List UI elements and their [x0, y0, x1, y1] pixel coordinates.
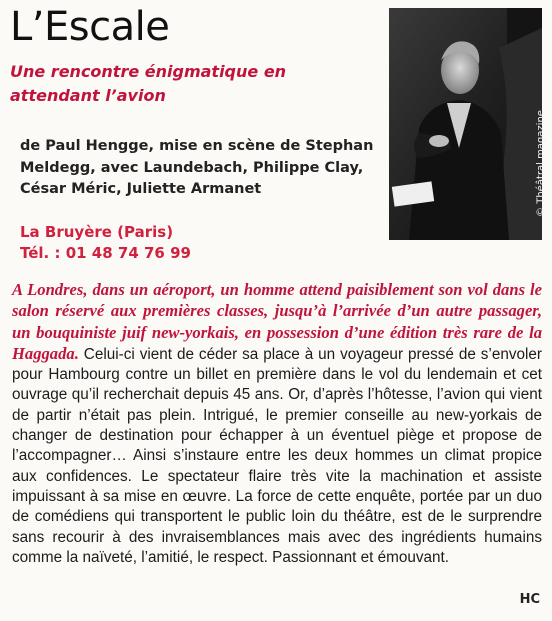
- photo-credit: © Théâtral magazine: [535, 110, 547, 217]
- venue-name: La Bruyère (Paris): [20, 223, 174, 241]
- venue-info: [20, 222, 320, 264]
- article-title: L’Escale: [10, 4, 170, 50]
- author-signature: HC: [519, 592, 540, 607]
- article-lede: A Londres, dans un aéroport, un homme attend paisiblement son vol dans le salon réservé aux premières classes, jusqu’à l’arrivée d’un autre passager, un bouquiniste juif new-yorkais, en possession d’une édition très rare de la Haggada.: [12, 280, 542, 363]
- article-subtitle: Une rencontre énigmatique en attendant l’avion: [10, 62, 287, 105]
- article-text: Celui-ci vient de céder sa place à un voyageur pressé de s’envoler pour Hambourg contre un billet en première dans le vol du lendemain et cet ouvrage qu’il recherchait depuis 45 ans. Or, d’après l’hôtesse, l’avion qui vient de partir n’était pas plein. Intrigué, le premier conseille au new-yorkais de changer de destination pour échapper à un éventuel piège et propose de l’accompagner… Ainsi s’instaure entre les deux hommes un climat propice aux confidences. Le spectateur flaire très vite la machination et assiste impuissant à sa mise en œuvre. La force de cette enquête, portée par un duo de comédiens qui transportent le public loin du théâtre, est de le surprendre sans recourir à des invraisemblances mais avec des ingrédients humains comme la naïveté, l’amitié, le respect. Passionnant et émouvant.: [12, 345, 542, 566]
- production-credits: de Paul Hengge, mise en scène de Stephan Meldegg, avec Laundebach, Philippe Clay, César Méric, Juliette Armanet: [20, 138, 374, 197]
- venue-phone: Tél. : 01 48 74 76 99: [20, 244, 191, 262]
- production-photo: [389, 8, 547, 240]
- article-body: [12, 280, 542, 568]
- photo-illustration: [389, 8, 542, 240]
